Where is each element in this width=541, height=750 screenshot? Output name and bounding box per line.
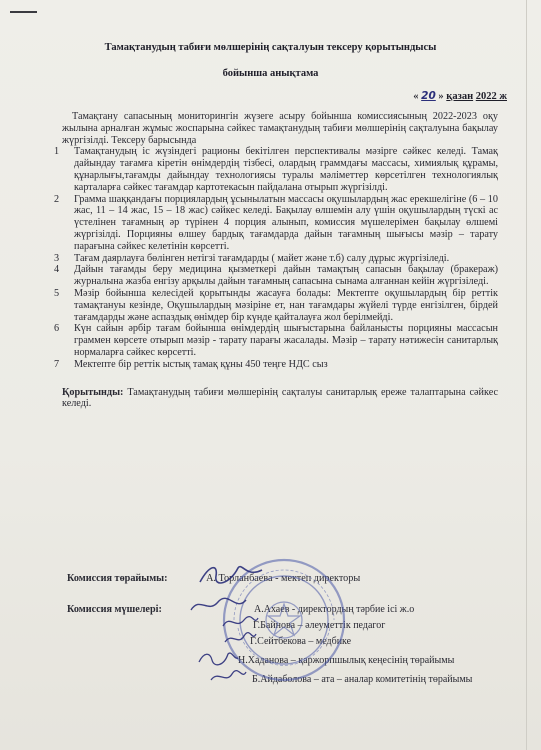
item-number: 5 (54, 287, 60, 299)
document-title: Тамақтанудың табиғи мөлшерінің сақталуын тексеру қорытындысы (104, 42, 437, 53)
members-label: Комиссия мүшелері: (67, 604, 162, 615)
chair-signature (196, 560, 266, 588)
finding-item-4 (54, 264, 498, 288)
member-signature-5 (208, 668, 248, 686)
member-2: Г.Байнова – әлеуметтік педагог (253, 620, 386, 631)
chair-label: Комиссия төрайымы: (67, 573, 168, 584)
page-edge-line (526, 0, 527, 750)
member-signature-2 (220, 612, 260, 632)
finding-item-3 (54, 252, 498, 265)
date-close-quote: » (438, 91, 444, 102)
item-number: 4 (54, 264, 60, 276)
conclusion-paragraph (62, 387, 498, 411)
member-3: Г.Сейтбекова – медбике (250, 636, 352, 647)
item-number: 6 (54, 323, 60, 335)
findings-list (54, 146, 498, 370)
intro-paragraph: Тамақтану сапасының мониторингін жүзеге асыру бойынша комиссиясының 2022-2023 оқу жылына арналған жұмыс жоспарына сәйкес тамақтанудың табиғи мөлшерінің сақталуына бақылау жүргізілді. Тексеру барысында (62, 111, 498, 146)
document-body (54, 111, 498, 410)
item-text: Тамақтанудың іс жүзіндегі рационы бекітілген перспективалы мәзірге сәйкес келеді. Тамақ дайындау тағамға кіретін өнімдердің тізбесі, олардың граммдағы массасы, химиялық құрамы, құнарлығы,тағамды дайындау технологиясы туралы мәліметтер көрсетілген технологиялық карталарға сәйкес тағамдар картотекасын пайдалана отырып жүргізілді. (74, 146, 498, 193)
member-4: Н.Хаданова – қаржорпшылық кеңесінің төрайымы (238, 655, 455, 666)
item-number: 2 (54, 193, 60, 205)
finding-item-5 (54, 287, 498, 323)
date-year: 2022 ж (475, 91, 507, 102)
finding-item-7 (54, 358, 498, 371)
item-number: 7 (54, 358, 60, 370)
member-5: Б.Айдаболова – ата – аналар комитетінің төрайымы (252, 674, 473, 685)
date-day: 20 (421, 90, 436, 102)
corner-mark (10, 11, 37, 13)
member-signature-3 (222, 630, 258, 648)
member-1: А.Ахаев - директордың тәрбие ісі ж.о (254, 604, 415, 615)
members-label-line (67, 604, 162, 615)
item-text: Дайын тағамды беру медицина қызметкері дайын тамақтың сапасын бақылау (бракераж) журналына жазба енгізу арқылы дайын тағамның сапасына сынама алғаннан кейін жүргізіледі. (74, 264, 498, 288)
date-month: қазан (446, 91, 474, 102)
item-text: Тағам даярлауға бөлінген нетігзі тағамдарды ( майет және т.б) салу дұрыс жүргізіледі. (74, 252, 450, 264)
date-open-quote: « (413, 91, 419, 102)
member-signature-4 (196, 648, 240, 668)
item-text: Мәзір бойынша келесідей қорытынды жасауға болады: Мектепте оқушылардың бір реттік тамақтануы кезінде, Оқушылардың мәзіріне ет, нан тағамдары жүйелі түрде енгізілген, бірдей тағамдарды және аспаздық өнімдер бір күнде қайталауға жол берілмейді. (74, 287, 498, 323)
conclusion-label: Қорытынды: (62, 386, 124, 398)
item-text: Грамма шаққандағы порциялардың ұсынылатын массасы оқушылардың жас ерекшелігіне (6 – 10 жас, 11 – 14 жас, 15 – 18 жас) сәйкес келеді. Бақылау өлшемін алу үшін оқушылардың түскі ас үстелінен тағамның әр түрінен 4 порция алынып, комиссия мүшелерімен бақылау өлшемі жүргізілді. Порцияны өлшеу бардық тағамдарда дайын тағамның шығысы мәзір – тарату парағына сәйкес келетінін көрсетті. (74, 193, 498, 252)
document-subtitle: бойынша анықтама (222, 68, 319, 79)
finding-item-2 (54, 193, 498, 253)
item-text: Күн сайын әрбір тағам бойынша өнімдердің шығыстарына байланысты порцияны массасын граммен көрсете отырып мәзір - тарату парағы жасалады. Мәзір – тарату нәтижесін санитарлық нормаларға сәйкес көрсетті. (74, 323, 498, 358)
conclusion-text: Тамақтанудың табиғи мөлшерінің сақталуы санитарлық ереже талаптарына сәйкес келеді. (62, 386, 498, 410)
item-text: Мектепте бір реттік ыстық тамақ құны 450 теңге НДС сыз (74, 358, 328, 370)
item-number: 3 (54, 252, 60, 264)
document-date (413, 90, 507, 102)
finding-item-6 (54, 323, 498, 358)
item-number: 1 (54, 146, 60, 158)
finding-item-1 (54, 146, 498, 193)
chair-name: А. Торланбаева - мектеп директоры (206, 573, 361, 584)
